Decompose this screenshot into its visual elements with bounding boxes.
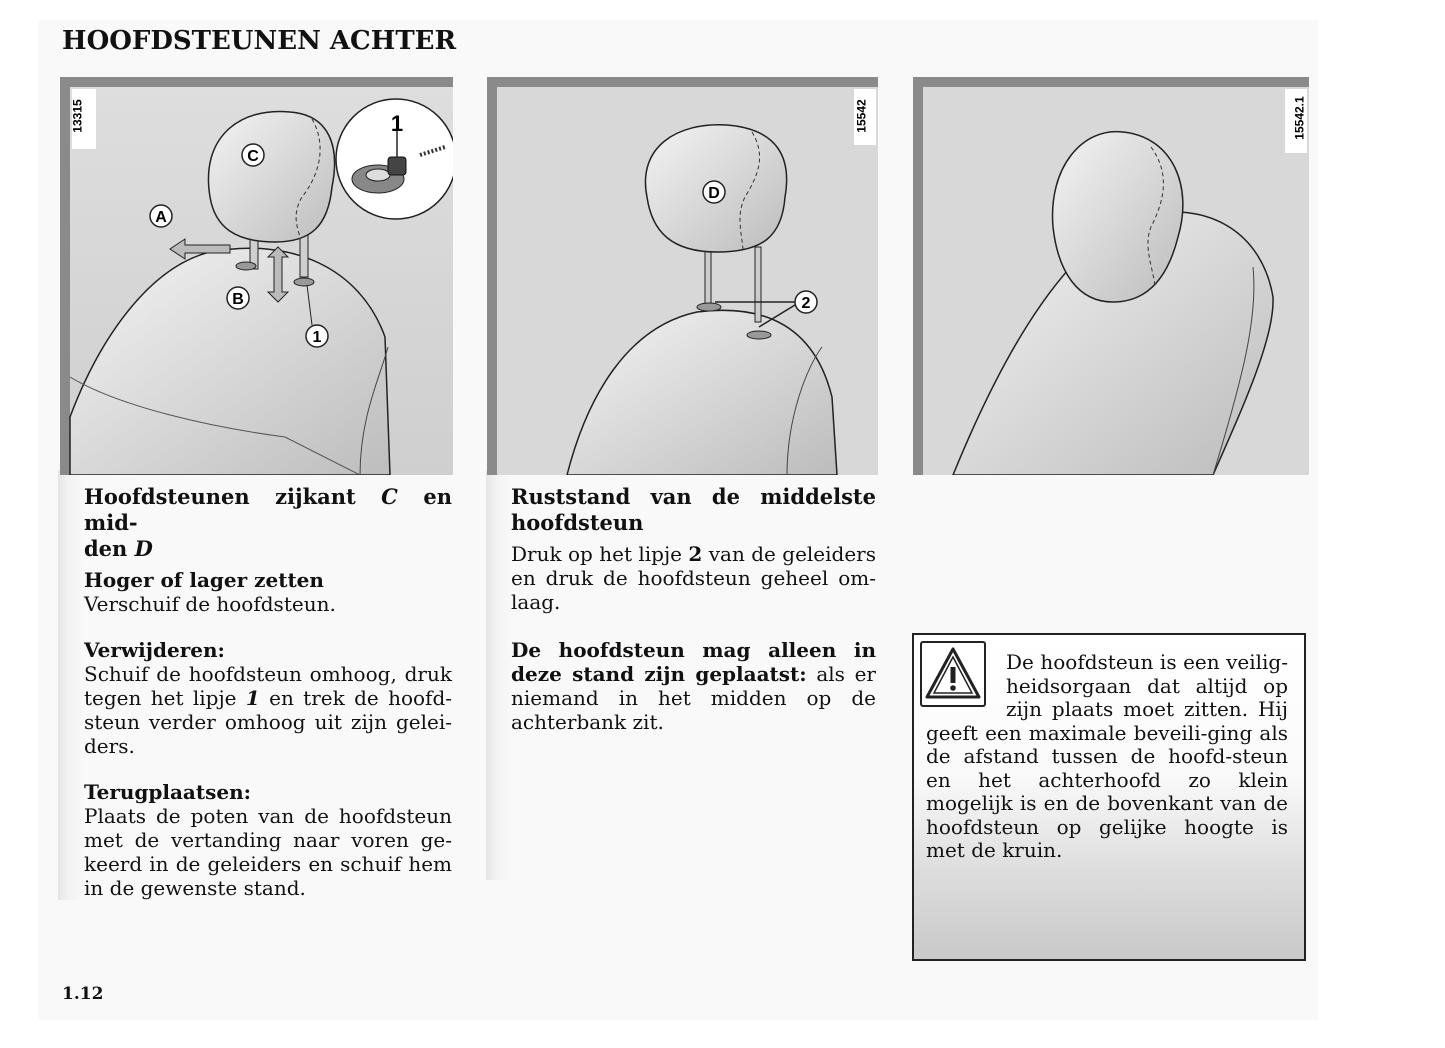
section-heading-side: Hoofdsteunen zijkant C en mid- den D bbox=[84, 484, 452, 561]
paragraph-only-position: De hoofdsteun mag alleen in deze stand zijn geplaatst: als er niemand in het midden op de achterbank zit. bbox=[511, 638, 876, 734]
figure-reference-2: 15542 bbox=[854, 99, 869, 133]
paragraph-lower: Druk op het lipje 2 van de geleiders en druk de hoofdsteun geheel om-laag. bbox=[511, 542, 877, 614]
subheading-remove: Verwijderen: bbox=[84, 638, 225, 662]
label-d: D bbox=[708, 185, 720, 202]
paragraph-remove: Schuif de hoofdsteun omhoog, druk tegen het lipje 1 en trek de hoofd-steun verder omhoog uit zijn gelei-ders. bbox=[84, 662, 453, 758]
label-2: 2 bbox=[801, 295, 811, 312]
label-b: B bbox=[232, 291, 244, 308]
warning-text-block bbox=[926, 651, 1288, 863]
paragraph-adjust: Verschuif de hoofdsteun. bbox=[84, 592, 336, 616]
illustration-center-headrest bbox=[487, 77, 878, 475]
illustration-side-headrest bbox=[60, 77, 453, 475]
label-c: C bbox=[247, 148, 259, 165]
page-title: HOOFDSTEUNEN ACHTER bbox=[62, 26, 457, 56]
subheading-adjust: Hoger of lager zetten bbox=[84, 568, 324, 592]
column-center-headrest bbox=[511, 484, 876, 734]
subheading-refit: Terugplaatsen: bbox=[84, 780, 252, 804]
figure-reference-1: 13315 bbox=[70, 99, 85, 133]
illustration-headrest-position bbox=[913, 77, 1309, 475]
figure-reference-3: 15542.1 bbox=[1292, 96, 1307, 140]
label-1: 1 bbox=[312, 329, 322, 346]
column-side-headrests bbox=[84, 484, 452, 900]
label-a: A bbox=[155, 209, 167, 226]
page-number: 1.12 bbox=[62, 984, 104, 1004]
paragraph-refit: Plaats de poten van de hoofdsteun met de vertanding naar voren ge-keerd in de geleiders en schuif hem in de gewenste stand. bbox=[84, 804, 452, 900]
section-heading-rest-position: Ruststand van de middelste hoofdsteun bbox=[511, 484, 876, 535]
inset-label-1: 1 bbox=[390, 111, 404, 136]
warning-text: De hoofdsteun is een veilig-heidsorgaan dat altijd op zijn plaats moet zitten. Hij geeft een maximale beveili-ging als de afstand tussen de hoofd-steun en het achterhoofd zo klein mogelijk is en de bovenkant van de hoofdsteun op gelijke hoogte is met de kruin. bbox=[926, 650, 1288, 862]
